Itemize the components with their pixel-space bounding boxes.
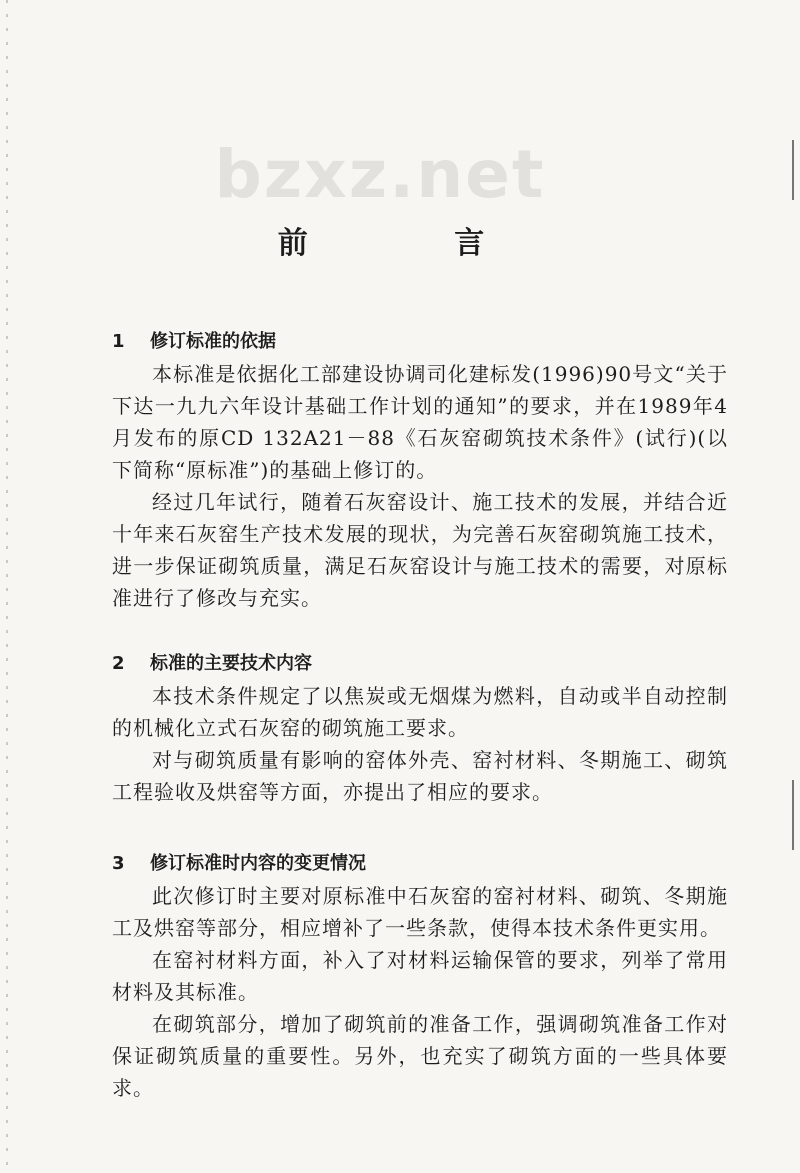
section-heading bbox=[112, 648, 728, 680]
section-title: 修订标准的依据 bbox=[150, 331, 276, 352]
paragraph: 经过几年试行，随着石灰窑设计、施工技术的发展，并结合近十年来石灰窑生产技术发展的现状，为完善石灰窑砌筑施工技术，进一步保证砌筑质量，满足石灰窑设计与施工技术的需要，对原标准进行了修改与充实。 bbox=[112, 490, 728, 610]
section-number: 1 bbox=[112, 331, 125, 352]
section-1 bbox=[112, 326, 728, 614]
page-title: 前 言 bbox=[277, 226, 553, 261]
scan-left-edge bbox=[6, 0, 8, 1173]
paragraph: 此次修订时主要对原标准中石灰窑的窑衬材料、砌筑、冬期施工及烘窑等部分，相应增补了一些条款，使得本技术条件更实用。 bbox=[112, 884, 728, 940]
paragraph: 在窑衬材料方面，补入了对材料运输保管的要求，列举了常用材料及其标准。 bbox=[112, 948, 728, 1004]
section-title: 修订标准时内容的变更情况 bbox=[150, 853, 366, 874]
paragraph: 本技术条件规定了以焦炭或无烟煤为燃料，自动或半自动控制的机械化立式石灰窑的砌筑施工要求。 bbox=[112, 684, 728, 740]
section-heading bbox=[112, 848, 728, 880]
watermark: bzxz.net bbox=[214, 136, 546, 213]
section-number: 3 bbox=[112, 853, 125, 874]
scan-right-mark-top bbox=[792, 140, 794, 200]
paragraph: 本标准是依据化工部建设协调司化建标发(1996)90号文“关于下达一九九六年设计基础工作计划的通知”的要求，并在1989年4月发布的原CD 132A21－88《石灰窑砌筑技术条件》(试行)(以下简称“原标准”)的基础上修订的。 bbox=[112, 362, 728, 482]
section-title: 标准的主要技术内容 bbox=[150, 653, 312, 674]
section-heading bbox=[112, 326, 728, 358]
section-number: 2 bbox=[112, 653, 125, 674]
scan-right-mark-bottom bbox=[792, 780, 794, 850]
paragraph: 在砌筑部分，增加了砌筑前的准备工作，强调砌筑准备工作对保证砌筑质量的重要性。另外，也充实了砌筑方面的一些具体要求。 bbox=[112, 1012, 728, 1100]
section-2 bbox=[112, 648, 728, 808]
section-3 bbox=[112, 848, 728, 1104]
paragraph: 对与砌筑质量有影响的窑体外壳、窑衬材料、冬期施工、砌筑工程验收及烘窑等方面，亦提出了相应的要求。 bbox=[112, 748, 728, 804]
